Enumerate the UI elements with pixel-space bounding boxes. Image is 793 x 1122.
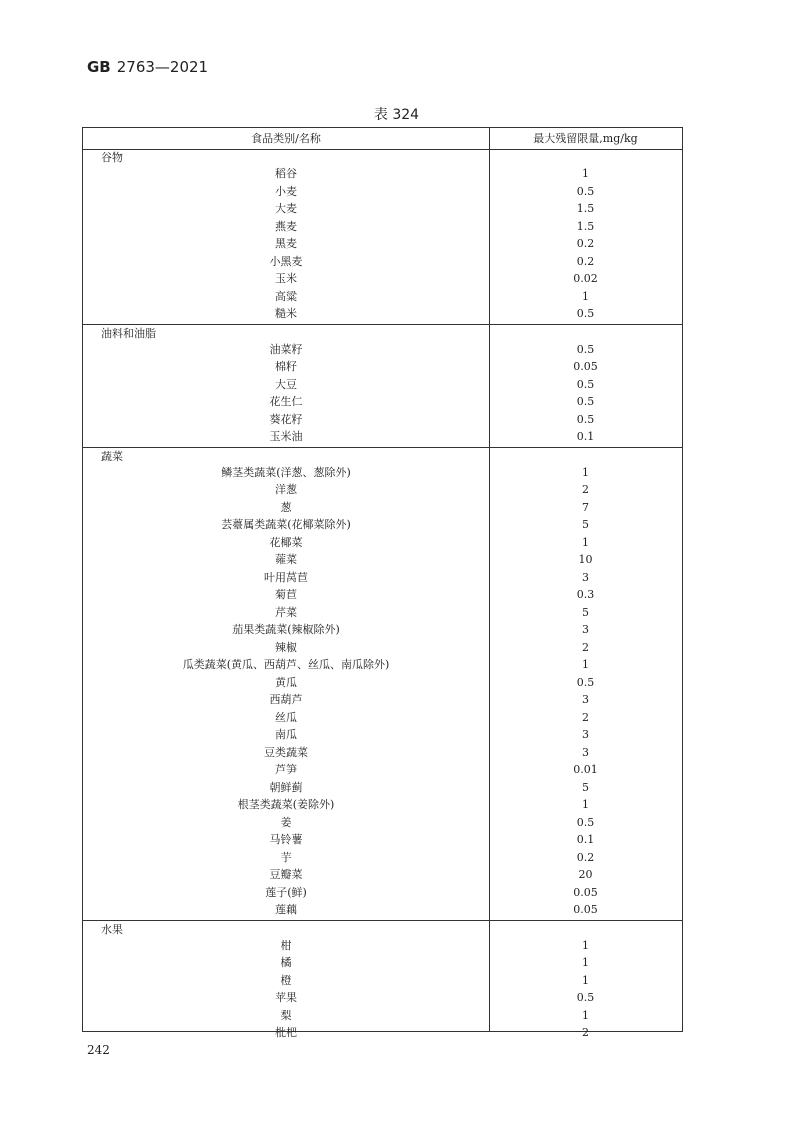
food-name: 马铃薯 — [269, 833, 303, 846]
mrl-value: 2 — [582, 640, 589, 654]
mrl-value: 3 — [582, 745, 589, 759]
group-divider — [83, 920, 682, 921]
food-name: 菊苣 — [275, 588, 297, 601]
mrl-value: 3 — [582, 728, 589, 741]
food-name: 黄瓜 — [275, 675, 297, 689]
table-row — [83, 376, 682, 394]
food-name: 稻谷 — [275, 167, 297, 180]
table-row — [83, 744, 682, 762]
column-header-food: 食品类别/名称 — [251, 132, 321, 145]
table-row — [83, 937, 682, 955]
mrl-value: 0.1 — [576, 833, 595, 846]
food-name: 豆类蔬菜 — [264, 745, 308, 759]
food-name: 辣椒 — [275, 640, 297, 654]
mrl-table — [82, 127, 683, 1039]
table-row — [83, 656, 682, 674]
category-label: 油料和油脂 — [101, 326, 156, 340]
food-name: 蕹菜 — [275, 553, 297, 566]
food-name: 油菜籽 — [269, 342, 303, 356]
mrl-value: 0.5 — [576, 991, 595, 1004]
food-name: 葱 — [280, 500, 292, 514]
food-name: 燕麦 — [275, 219, 297, 233]
mrl-value: 1 — [582, 465, 589, 479]
table-row — [83, 621, 682, 639]
table-row — [83, 235, 682, 253]
mrl-value: 0.5 — [576, 342, 595, 356]
mrl-value: 2 — [582, 483, 589, 496]
mrl-value: 0.01 — [573, 763, 598, 776]
mrl-value: 0.05 — [573, 360, 598, 373]
header-divider — [83, 149, 682, 150]
mrl-value: 2 — [582, 710, 589, 724]
table-row — [83, 989, 682, 1007]
table-row — [83, 253, 682, 271]
food-name: 苹果 — [275, 991, 297, 1004]
table-row — [83, 464, 682, 482]
table-row — [83, 569, 682, 587]
food-name: 莲子(鲜) — [265, 885, 307, 899]
standard-code: GB — [87, 58, 111, 76]
category-label: 水果 — [101, 922, 123, 936]
food-name: 洋葱 — [275, 483, 297, 496]
mrl-value: 2 — [582, 1026, 589, 1039]
mrl-value: 0.5 — [576, 412, 595, 426]
table-row — [83, 884, 682, 902]
food-name: 姜 — [280, 815, 292, 829]
food-name: 芹菜 — [275, 605, 297, 619]
table-row — [83, 814, 682, 832]
mrl-value: 0.5 — [576, 184, 595, 198]
table-row — [83, 551, 682, 569]
mrl-value: 1 — [582, 938, 589, 952]
mrl-value: 0.5 — [576, 377, 595, 391]
table-row — [83, 954, 682, 972]
food-name: 大麦 — [275, 202, 297, 215]
table-row — [83, 534, 682, 552]
mrl-value: 5 — [582, 518, 589, 531]
table-row — [83, 674, 682, 692]
mrl-value: 10 — [578, 553, 593, 566]
mrl-value: 1.5 — [576, 202, 595, 215]
table-row — [83, 761, 682, 779]
table-row — [83, 183, 682, 201]
food-name: 大豆 — [275, 377, 297, 391]
mrl-value: 0.05 — [573, 885, 598, 899]
mrl-value: 3 — [582, 570, 589, 584]
table-row — [83, 849, 682, 867]
category-label: 谷物 — [101, 151, 123, 164]
table-row — [83, 709, 682, 727]
mrl-value: 1 — [582, 1008, 589, 1022]
mrl-value: 5 — [582, 780, 589, 794]
food-name: 枇杷 — [275, 1026, 297, 1039]
table-row — [83, 428, 682, 446]
food-name: 南瓜 — [275, 728, 297, 741]
food-name: 棉籽 — [275, 360, 297, 373]
food-name: 朝鲜蓟 — [269, 780, 303, 794]
food-name: 橙 — [280, 973, 292, 987]
document-header — [87, 58, 208, 76]
mrl-value: 0.1 — [576, 430, 595, 443]
food-name: 鳞茎类蔬菜(洋葱、葱除外) — [221, 465, 351, 479]
food-name: 根茎类蔬菜(姜除外) — [237, 798, 335, 811]
table-row — [83, 726, 682, 744]
food-name: 花椰菜 — [269, 535, 303, 549]
group-divider — [83, 324, 682, 325]
food-name: 葵花籽 — [269, 412, 303, 426]
food-name: 小麦 — [275, 184, 297, 198]
food-name: 黑麦 — [275, 237, 297, 250]
food-name: 玉米油 — [269, 430, 303, 443]
mrl-value: 0.2 — [576, 254, 595, 268]
table-row — [83, 796, 682, 814]
food-name: 芋 — [280, 850, 292, 864]
food-name: 糙米 — [275, 307, 297, 320]
column-header-limit: 最大残留限量,mg/kg — [533, 132, 638, 145]
table-row — [83, 779, 682, 797]
table-row — [83, 831, 682, 849]
mrl-value: 3 — [582, 623, 589, 636]
food-name: 叶用莴苣 — [264, 570, 308, 584]
mrl-value: 1 — [582, 658, 589, 671]
mrl-value: 1 — [582, 973, 589, 987]
table-row — [83, 1024, 682, 1042]
table-row — [83, 218, 682, 236]
food-name: 芸薹属类蔬菜(花椰菜除外) — [221, 518, 351, 531]
food-name: 茄果类蔬菜(辣椒除外) — [232, 623, 340, 636]
food-name: 瓜类蔬菜(黄瓜、西葫芦、丝瓜、南瓜除外) — [182, 658, 390, 671]
standard-number: 2763—2021 — [116, 58, 209, 76]
mrl-value: 1 — [582, 289, 589, 303]
page-number: 242 — [87, 1043, 110, 1057]
food-name: 花生仁 — [269, 395, 303, 408]
table-row — [83, 866, 682, 884]
table-row — [83, 341, 682, 359]
food-name: 西葫芦 — [269, 693, 303, 706]
food-name: 高粱 — [275, 289, 297, 303]
mrl-value: 0.02 — [573, 272, 598, 285]
mrl-value: 1 — [582, 535, 589, 549]
mrl-value: 7 — [582, 500, 589, 514]
table-row — [83, 411, 682, 429]
table-row — [83, 691, 682, 709]
mrl-value: 1.5 — [576, 219, 595, 233]
table-row — [83, 1007, 682, 1025]
table-row — [83, 393, 682, 411]
table-row — [83, 165, 682, 183]
table-row — [83, 200, 682, 218]
table-title: 表 324 — [373, 107, 420, 123]
food-name: 莲藕 — [275, 903, 297, 916]
table-row — [83, 305, 682, 323]
table-row — [83, 604, 682, 622]
food-name: 梨 — [280, 1008, 292, 1022]
mrl-value: 0.3 — [576, 588, 595, 601]
mrl-value: 5 — [582, 605, 589, 619]
mrl-value: 20 — [578, 868, 593, 881]
mrl-value: 0.2 — [576, 850, 595, 864]
mrl-value: 1 — [582, 167, 589, 180]
mrl-value: 0.5 — [576, 395, 595, 408]
table-row — [83, 499, 682, 517]
mrl-value: 0.05 — [573, 903, 598, 916]
mrl-value: 0.5 — [576, 307, 595, 320]
food-name: 柑 — [280, 938, 292, 952]
table-row — [83, 288, 682, 306]
mrl-value: 0.5 — [576, 815, 595, 829]
mrl-value: 0.5 — [576, 675, 595, 689]
mrl-value: 1 — [582, 956, 589, 969]
table-row — [83, 516, 682, 534]
food-name: 橘 — [280, 956, 292, 969]
table-row — [83, 481, 682, 499]
mrl-value: 0.2 — [576, 237, 595, 250]
food-name: 豆瓣菜 — [269, 868, 303, 881]
table-row — [83, 972, 682, 990]
category-label: 蔬菜 — [101, 449, 123, 463]
table-row — [83, 270, 682, 288]
table-row — [83, 358, 682, 376]
table-row — [83, 586, 682, 604]
food-name: 小黑麦 — [269, 254, 303, 268]
table-row — [83, 901, 682, 919]
food-name: 芦笋 — [275, 763, 297, 776]
table-row — [83, 639, 682, 657]
group-divider — [83, 447, 682, 448]
food-name: 丝瓜 — [275, 710, 297, 724]
mrl-value: 1 — [582, 798, 589, 811]
mrl-value: 3 — [582, 693, 589, 706]
food-name: 玉米 — [275, 272, 297, 285]
